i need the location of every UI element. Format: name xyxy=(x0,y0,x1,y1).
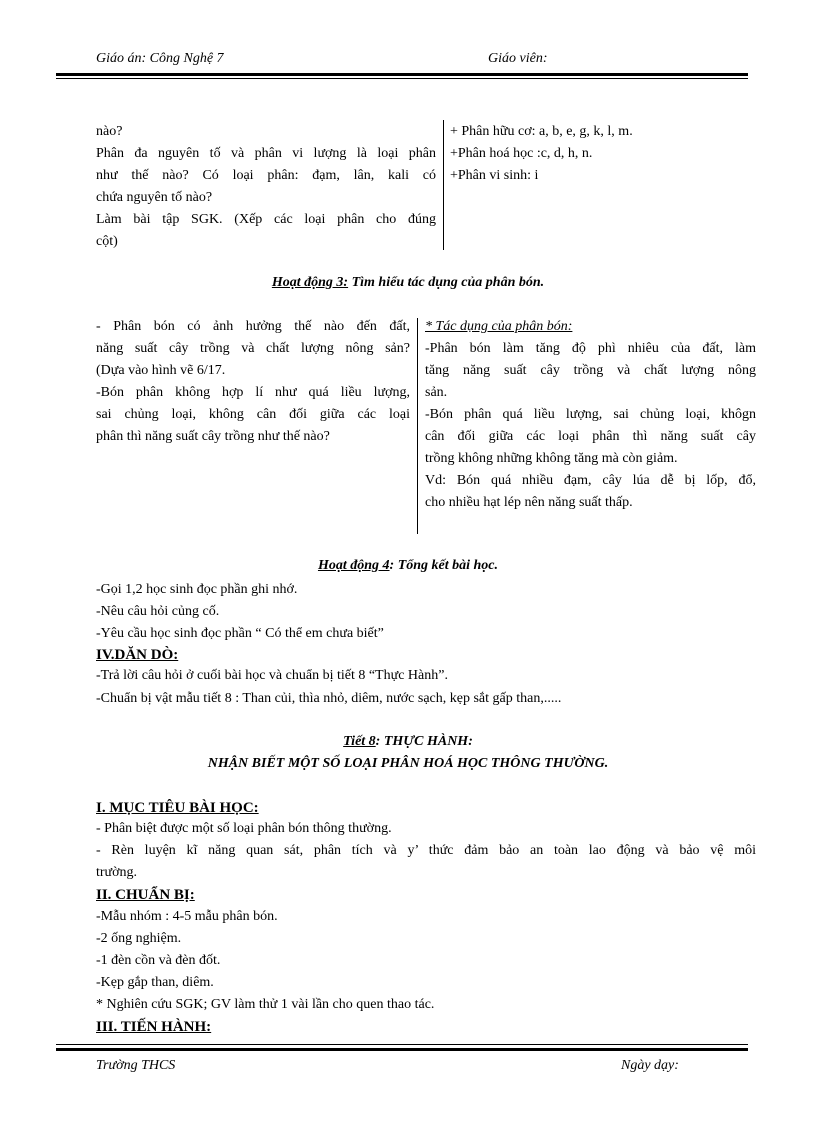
text-line: - Phân bón có ảnh hưởng thế nào đến đất, xyxy=(96,319,410,334)
text-line: +Phân vi sinh: i xyxy=(450,168,539,183)
text-line: trồng không những không tăng mà còn giảm. xyxy=(425,451,678,466)
header-lesson-title: Giáo án: Công Nghệ 7 xyxy=(96,51,224,66)
header-rule-thin xyxy=(56,78,748,79)
text-line: sai chủng loại, không cân đối giữa các loại xyxy=(96,407,410,422)
text-line: Làm bài tập SGK. (Xếp các loại phân cho đúng xyxy=(96,212,436,227)
text-line: -2 ống nghiệm. xyxy=(96,931,182,946)
text-line: chứa nguyên tố nào? xyxy=(96,190,213,205)
footer-rule-thin xyxy=(56,1044,748,1045)
activity4-title: : Tổng kết bài học. xyxy=(389,558,499,573)
header-rule xyxy=(56,73,748,76)
activity3-title: Tìm hiểu tác dụng của phân bón. xyxy=(348,275,545,290)
text-line: năng suất cây trồng và chất lượng nông sản? xyxy=(96,341,410,356)
activity3-heading xyxy=(0,275,816,291)
text-line: -Bón phân không hợp lí như quá liều lượng, xyxy=(96,385,410,400)
activity3-label: Hoạt động 3: xyxy=(271,275,349,290)
text-line: -Phân bón làm tăng độ phì nhiêu của đất, làm xyxy=(425,341,756,356)
activity4-label: Hoạt động 4 xyxy=(317,558,390,573)
text-line: cột) xyxy=(96,234,118,249)
text-line: Vd: Bón quá nhiều đạm, cây lúa dễ bị lốp, đổ, xyxy=(425,473,756,488)
text-line: -Chuẩn bị vật mẫu tiết 8 : Than củi, thìa nhỏ, diêm, nước sạch, kẹp sắt gấp than,..... xyxy=(96,691,562,706)
lesson8-heading xyxy=(0,734,816,750)
text-line: -1 đèn cồn và đèn đốt. xyxy=(96,953,221,968)
text-line: -Bón phân quá liều lượng, sai chủng loại, khôgn xyxy=(425,407,756,422)
tien-hanh-heading: III. TIẾN HÀNH: xyxy=(96,1019,212,1035)
text-line: -Kẹp gắp than, diêm. xyxy=(96,975,214,990)
text-line: + Phân hữu cơ: a, b, e, g, k, l, m. xyxy=(450,124,633,139)
text-line: * Nghiên cứu SGK; GV làm thử 1 vài lần cho quen thao tác. xyxy=(96,997,435,1012)
text-line: (Dựa vào hình vẽ 6/17. xyxy=(96,363,226,378)
text-line: - Rèn luyện kĩ năng quan sát, phân tích và y’ thức đảm bảo an toàn lao động và bảo vệ môi xyxy=(96,843,756,858)
text-line: -Mẫu nhóm : 4-5 mẫu phân bón. xyxy=(96,909,278,924)
footer-school: Trường THCS xyxy=(96,1058,176,1073)
text-line: Phân đa nguyên tố và phân vi lượng là loại phân xyxy=(96,146,436,161)
dan-do-heading: IV.DĂN DÒ: xyxy=(96,647,179,663)
text-line: - Phân biệt được một số loại phân bón thông thường. xyxy=(96,821,392,836)
text-line: nào? xyxy=(96,124,123,139)
text-line: -Gọi 1,2 học sinh đọc phần ghi nhớ. xyxy=(96,582,298,597)
text-line: tăng năng suất cây trồng và chất lượng nông xyxy=(425,363,756,378)
text-line: -Yêu cầu học sinh đọc phần “ Có thể em chưa biết” xyxy=(96,626,384,641)
column-divider xyxy=(417,318,418,534)
text-line: như thế nào? Có loại phân: đạm, lân, kali có xyxy=(96,168,436,183)
footer-date: Ngày dạy: xyxy=(621,1058,679,1073)
text-line: trường. xyxy=(96,865,138,880)
header-teacher: Giáo viên: xyxy=(488,51,548,66)
muc-tieu-heading: I. MỤC TIÊU BÀI HỌC: xyxy=(96,800,259,816)
chuan-bi-heading: II. CHUẨN BỊ: xyxy=(96,887,195,903)
text-line: -Trả lời câu hỏi ở cuối bài học và chuẩn bị tiết 8 “Thực Hành”. xyxy=(96,668,448,683)
activity4-heading xyxy=(0,558,816,574)
lesson8-label: Tiết 8 xyxy=(343,734,376,749)
text-line: sản. xyxy=(425,385,448,400)
effects-title: * Tác dụng của phân bón: xyxy=(425,319,573,334)
text-line: cho nhiều hạt lép nên năng suất thấp. xyxy=(425,495,633,510)
lesson8-subtitle: NHẬN BIẾT MỘT SỐ LOẠI PHÂN HOÁ HỌC THÔNG THƯỜNG. xyxy=(207,756,609,771)
column-divider xyxy=(443,120,444,250)
lesson8-title: : THỰC HÀNH: xyxy=(375,734,473,749)
text-line: -Nêu câu hỏi củng cố. xyxy=(96,604,220,619)
text-line: cân đối giữa các loại phân thì năng suất cây xyxy=(425,429,756,444)
text-line: phân thì năng suất cây trồng như thế nào? xyxy=(96,429,330,444)
footer-rule xyxy=(56,1048,748,1051)
text-line: +Phân hoá học :c, d, h, n. xyxy=(450,146,593,161)
